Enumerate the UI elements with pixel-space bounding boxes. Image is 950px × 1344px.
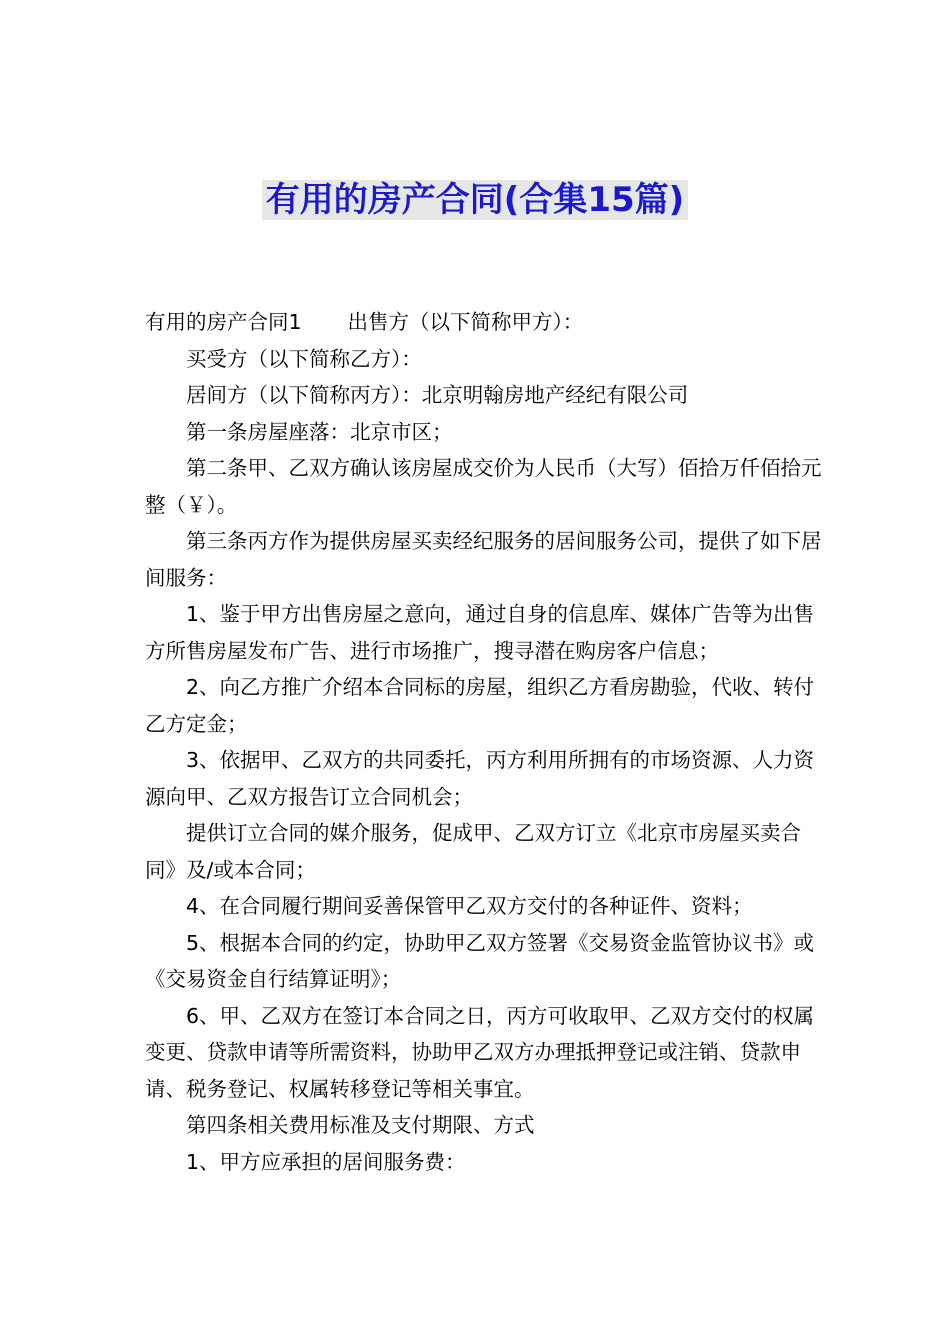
document-title	[0, 176, 950, 224]
seller-line: 出售方（以下简称甲方）：	[347, 310, 584, 334]
paragraph-intermediary: 居间方（以下简称丙方）：北京明翰房地产经纪有限公司	[186, 383, 689, 407]
paragraph-article-1: 第一条房屋座落：北京市区；	[186, 419, 453, 444]
paragraph-service-2: 2、向乙方推广介绍本合同标的房屋，组织乙方看房勘验，代收、转付乙方定金；	[145, 675, 815, 736]
paragraph-opening	[145, 304, 825, 341]
paragraph-buyer: 买受方（以下简称乙方）：	[186, 346, 422, 371]
paragraph-service-1: 1、鉴于甲方出售房屋之意向，通过自身的信息库、媒体广告等为出售方所售房屋发布广告、进行市场推广，搜寻潜在购房客户信息；	[145, 602, 815, 663]
paragraph-service-4: 4、在合同履行期间妥善保管甲乙双方交付的各种证件、资料；	[186, 894, 753, 918]
document-body	[145, 304, 825, 1180]
paragraph-service-6: 6、甲、乙双方在签订本合同之日，丙方可收取甲、乙双方交付的权属变更、贷款申请等所需资料，协助甲乙双方办理抵押登记或注销、贷款申请、税务登记、权属转移登记等相关事宜。	[145, 1003, 815, 1101]
document-title-text: 有用的房产合同(合集15篇)	[262, 180, 688, 220]
paragraph-service-5: 5、根据本合同的约定，协助甲乙双方签署《交易资金监管协议书》或《交易资金自行结算证明》；	[145, 930, 815, 991]
paragraph-article-4: 第四条相关费用标准及支付期限、方式	[186, 1113, 535, 1137]
contract-number-label: 有用的房产合同1	[145, 310, 302, 334]
paragraph-service-3: 3、依据甲、乙双方的共同委托，丙方利用所拥有的市场资源、人力资源向甲、乙双方报告订立合同机会；	[145, 748, 815, 809]
paragraph-service-media: 提供订立合同的媒介服务，促成甲、乙双方订立《北京市房屋买卖合同》及/或本合同；	[145, 821, 801, 882]
paragraph-article-3: 第三条丙方作为提供房屋买卖经纪服务的居间服务公司，提供了如下居间服务：	[145, 529, 822, 590]
paragraph-fee-1: 1、甲方应承担的居间服务费：	[186, 1149, 466, 1174]
paragraph-article-2: 第二条甲、乙双方确认该房屋成交价为人民币（大写）佰拾万仟佰拾元整（￥）。	[145, 456, 822, 517]
